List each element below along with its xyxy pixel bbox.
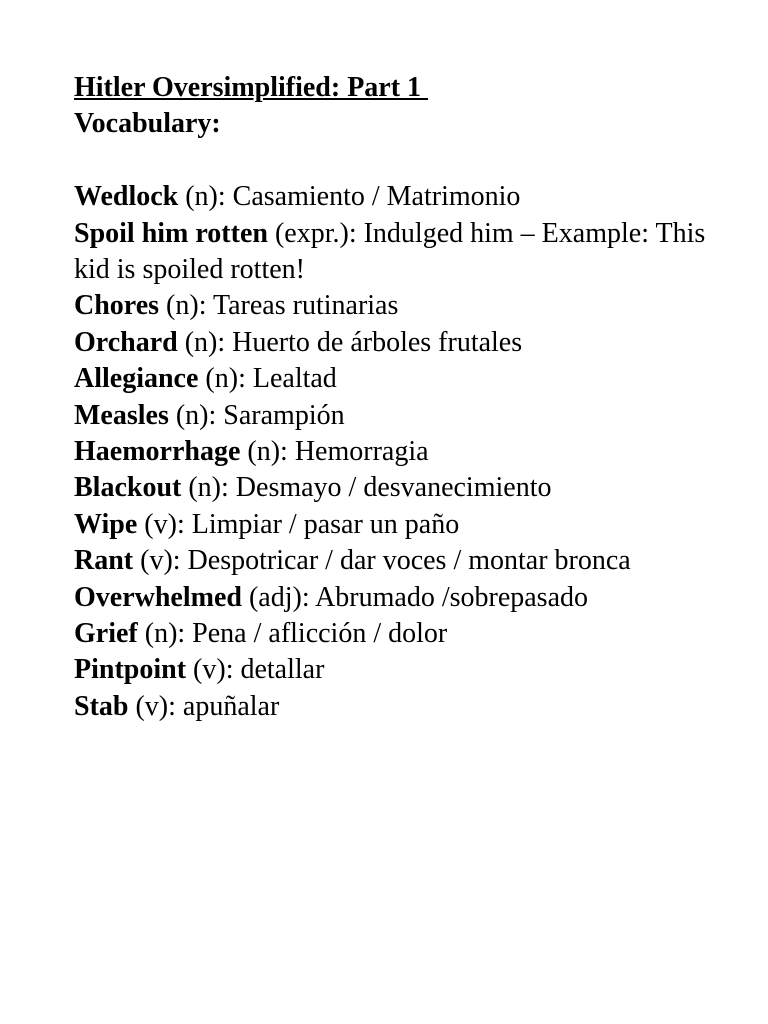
- vocab-definition: : Indulged him – Example: This kid is spoiled rotten!: [74, 217, 706, 286]
- vocab-pos: (n): [181, 472, 222, 504]
- vocab-pos: (n): [159, 290, 199, 322]
- vocab-entry-stab: [74, 689, 724, 725]
- document-page: [74, 70, 724, 725]
- vocab-pos: (n): [137, 618, 178, 650]
- blank-line: [74, 143, 724, 179]
- vocab-entry-pintpoint: [74, 652, 724, 688]
- vocab-term: Grief: [74, 618, 138, 650]
- vocab-pos: (n): [240, 436, 281, 468]
- vocab-definition: : Despotricar / dar voces / montar bronca: [172, 545, 631, 577]
- vocab-pos: (n): [168, 399, 209, 431]
- vocab-pos: (v): [133, 545, 173, 577]
- vocab-entry-measles: [74, 398, 724, 434]
- vocab-pos: (expr.): [267, 217, 349, 249]
- vocab-pos: (n): [178, 181, 218, 213]
- vocab-entry-blackout: [74, 470, 724, 506]
- vocab-pos: (v): [137, 508, 177, 540]
- vocab-definition: : Lealtad: [238, 363, 337, 395]
- vocab-term: Haemorrhage: [74, 436, 241, 468]
- vocab-definition: : Casamiento / Matrimonio: [217, 181, 521, 213]
- vocab-entry-allegiance: [74, 361, 724, 397]
- document-title: Hitler Oversimplified: Part 1: [74, 72, 429, 103]
- vocab-definition: : apuñalar: [168, 690, 280, 722]
- vocab-term: Allegiance: [74, 363, 199, 395]
- vocab-term: Chores: [74, 290, 160, 322]
- vocab-pos: (n): [198, 363, 239, 395]
- vocab-term: Wipe: [74, 508, 138, 540]
- vocab-term: Blackout: [74, 472, 182, 504]
- vocab-entry-grief: [74, 616, 724, 652]
- vocab-entry-wipe: [74, 507, 724, 543]
- vocab-definition: : Desmayo / desvanecimiento: [221, 472, 552, 504]
- vocab-entry-rant: [74, 543, 724, 579]
- vocab-term: Measles: [74, 399, 169, 431]
- vocab-definition: : Abrumado /sobrepasado: [301, 581, 588, 613]
- document-subtitle: Vocabulary:: [74, 108, 221, 140]
- vocab-definition: : Huerto de árboles frutales: [217, 326, 523, 358]
- vocab-entry-spoil-him-rotten: [74, 216, 724, 289]
- vocab-pos: (n): [177, 326, 218, 358]
- vocab-term: Spoil him rotten: [74, 217, 268, 249]
- vocab-entry-orchard: [74, 325, 724, 361]
- vocab-term: Pintpoint: [74, 654, 187, 686]
- vocab-pos: (v): [186, 654, 226, 686]
- vocab-definition: : Pena / aflicción / dolor: [177, 618, 448, 650]
- vocab-term: Rant: [74, 545, 134, 577]
- vocab-pos: (adj): [241, 581, 302, 613]
- vocab-definition: : detallar: [225, 654, 325, 686]
- vocab-entry-wedlock: [74, 179, 724, 215]
- vocab-definition: : Tareas rutinarias: [198, 290, 399, 322]
- vocab-definition: : Limpiar / pasar un paño: [176, 508, 460, 540]
- vocab-term: Stab: [74, 690, 129, 722]
- vocab-definition: : Hemorragia: [280, 436, 429, 468]
- vocab-term: Overwhelmed: [74, 581, 242, 613]
- vocab-entry-chores: [74, 288, 724, 324]
- vocab-entry-overwhelmed: [74, 580, 724, 616]
- vocab-term: Orchard: [74, 326, 178, 358]
- vocab-pos: (v): [128, 690, 169, 722]
- vocab-definition: : Sarampión: [208, 399, 345, 431]
- vocab-entry-haemorrhage: [74, 434, 724, 470]
- vocab-term: Wedlock: [74, 181, 179, 213]
